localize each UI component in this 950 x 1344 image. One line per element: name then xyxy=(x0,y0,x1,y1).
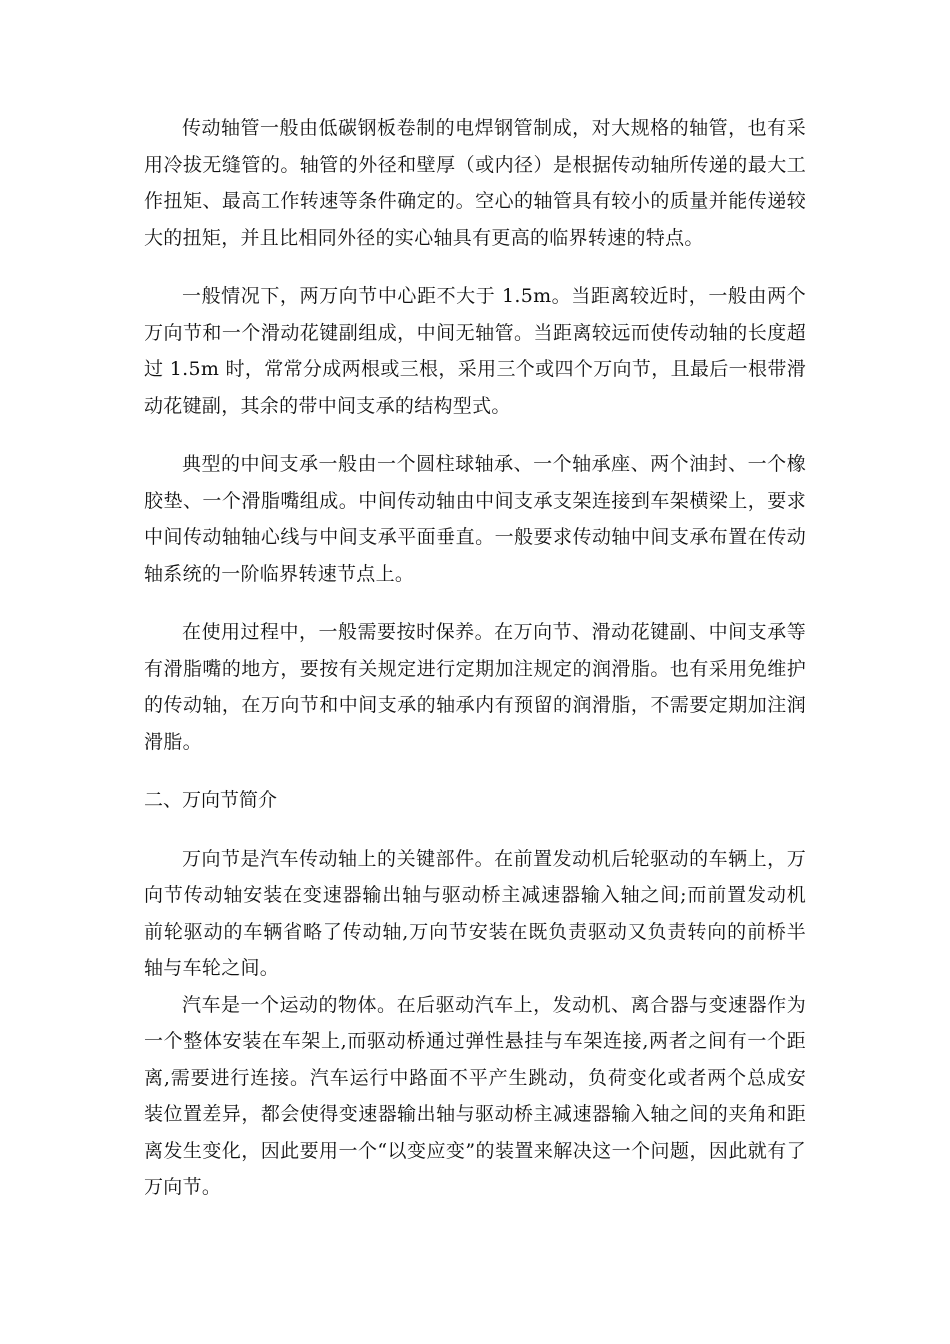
section-heading: 二、万向节简介 xyxy=(144,789,278,811)
paragraph-maintenance: 在使用过程中，一般需要按时保养。在万向节、滑动花键副、中间支承等有滑脂嘴的地方，要按有关规定进行定期加注规定的润滑脂。也有采用免维护的传动轴，在万向节和中间支承的轴承内有预留的润滑脂，不需要定期加注润滑脂。 xyxy=(144,621,806,753)
paragraph-spacer xyxy=(144,424,806,446)
paragraph-spacer xyxy=(144,760,806,782)
paragraph-spacer xyxy=(144,256,806,278)
paragraph-center-support: 典型的中间支承一般由一个圆柱球轴承、一个轴承座、两个油封、一个橡胶垫、一个滑脂嘴组成。中间传动轴由中间支承支架连接到车架横梁上，要求中间传动轴轴心线与中间支承平面垂直。一般要求传动轴中间支承布置在传动轴系统的一阶临界转速节点上。 xyxy=(144,453,806,585)
paragraph-universal-joint-purpose: 汽车是一个运动的物体。在后驱动汽车上，发动机、离合器与变速器作为一个整体安装在车架上,而驱动桥通过弹性悬挂与车架连接,两者之间有一个距离,需要进行连接。汽车运行中路面不平产生跳动，负荷变化或者两个总成安装位置差异，都会使得变速器输出轴与驱动桥主减速器输入轴之间的夹角和距离发生变化，因此要用一个“以变应变”的装置来解决这一个问题，因此就有了万向节。 xyxy=(144,993,806,1198)
document-page xyxy=(144,110,806,1206)
paragraph-spacer xyxy=(144,819,806,841)
paragraph-spacer xyxy=(144,592,806,614)
paragraph-universal-joint-intro: 万向节是汽车传动轴上的关键部件。在前置发动机后轮驱动的车辆上，万向节传动轴安装在变速器输出轴与驱动桥主减速器输入轴之间;而前置发动机前轮驱动的车辆省略了传动轴,万向节安装在既负责驱动又负责转向的前桥半轴与车轮之间。 xyxy=(144,847,806,979)
paragraph-driveshaft-tube: 传动轴管一般由低碳钢板卷制的电焊钢管制成，对大规格的轴管，也有采用冷拔无缝管的。轴管的外径和壁厚（或内径）是根据传动轴所传递的最大工作扭矩、最高工作转速等条件确定的。空心的轴管具有较小的质量并能传递较大的扭矩，并且比相同外径的实心轴具有更高的临界转速的特点。 xyxy=(144,117,806,249)
paragraph-joint-spacing: 一般情况下，两万向节中心距不大于 1.5m。当距离较近时，一般由两个万向节和一个滑动花键副组成，中间无轴管。当距离较远而使传动轴的长度超过 1.5m 时，常常分成两根或三根，采用三个或四个万向节，且最后一根带滑动花键副，其余的带中间支承的结构型式。 xyxy=(144,285,806,417)
